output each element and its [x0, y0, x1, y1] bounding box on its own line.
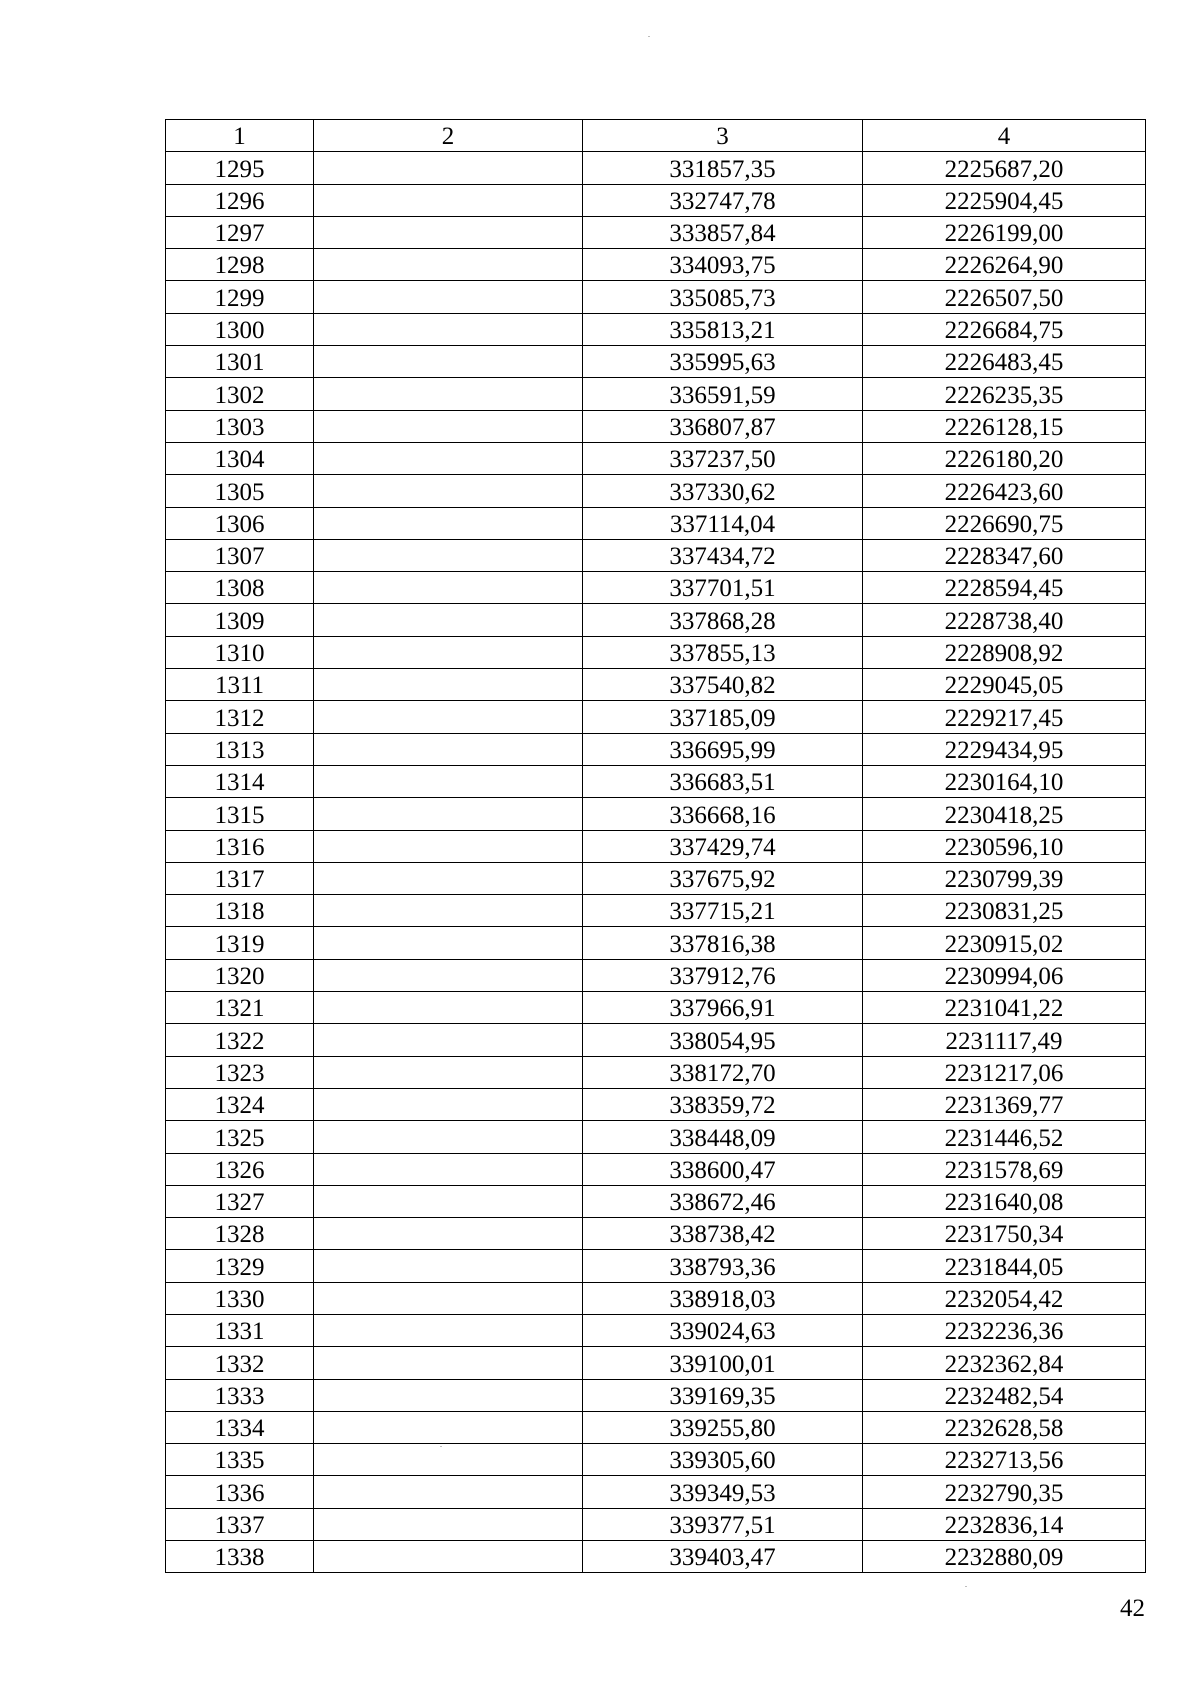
table-row	[166, 1347, 1146, 1379]
y-coordinate-cell: 2232482,54	[863, 1379, 1146, 1411]
x-coordinate-cell: 339024,63	[583, 1314, 863, 1346]
table-row	[166, 475, 1146, 507]
x-coordinate-cell: 337434,72	[583, 539, 863, 571]
point-number-cell: 1303	[166, 410, 314, 442]
point-number-cell: 1330	[166, 1282, 314, 1314]
y-coordinate-cell: 2232054,42	[863, 1282, 1146, 1314]
point-number-cell: 1317	[166, 862, 314, 894]
table-header-row	[166, 120, 1146, 152]
y-coordinate-cell: 2231041,22	[863, 992, 1146, 1024]
x-coordinate-cell: 335813,21	[583, 313, 863, 345]
x-coordinate-cell: 337330,62	[583, 475, 863, 507]
y-coordinate-cell: 2226423,60	[863, 475, 1146, 507]
table-row	[166, 765, 1146, 797]
table-row	[166, 442, 1146, 474]
y-coordinate-cell: 2232362,84	[863, 1347, 1146, 1379]
point-number-cell: 1318	[166, 895, 314, 927]
x-coordinate-cell: 337816,38	[583, 927, 863, 959]
y-coordinate-cell: 2226684,75	[863, 313, 1146, 345]
x-coordinate-cell: 338738,42	[583, 1218, 863, 1250]
blank-cell	[314, 1541, 583, 1573]
point-number-cell: 1327	[166, 1185, 314, 1217]
y-coordinate-cell: 2228347,60	[863, 539, 1146, 571]
table-row	[166, 1411, 1146, 1443]
y-coordinate-cell: 2230831,25	[863, 895, 1146, 927]
table-row	[166, 1121, 1146, 1153]
y-coordinate-cell: 2230418,25	[863, 798, 1146, 830]
blank-cell	[314, 1185, 583, 1217]
point-number-cell: 1319	[166, 927, 314, 959]
table-row	[166, 1024, 1146, 1056]
blank-cell	[314, 1476, 583, 1508]
x-coordinate-cell: 338054,95	[583, 1024, 863, 1056]
blank-cell	[314, 216, 583, 248]
blank-cell	[314, 1024, 583, 1056]
x-coordinate-cell: 339403,47	[583, 1541, 863, 1573]
point-number-cell: 1302	[166, 378, 314, 410]
y-coordinate-cell: 2226199,00	[863, 216, 1146, 248]
blank-cell	[314, 862, 583, 894]
table-row	[166, 604, 1146, 636]
x-coordinate-cell: 337855,13	[583, 636, 863, 668]
table-row	[166, 1379, 1146, 1411]
blank-cell	[314, 442, 583, 474]
blank-cell	[314, 346, 583, 378]
point-number-cell: 1301	[166, 346, 314, 378]
table-row	[166, 216, 1146, 248]
x-coordinate-cell: 337868,28	[583, 604, 863, 636]
table-row	[166, 701, 1146, 733]
point-number-cell: 1336	[166, 1476, 314, 1508]
y-coordinate-cell: 2232713,56	[863, 1444, 1146, 1476]
table-row	[166, 572, 1146, 604]
point-number-cell: 1313	[166, 733, 314, 765]
column-header-4: 4	[863, 120, 1146, 152]
point-number-cell: 1323	[166, 1056, 314, 1088]
x-coordinate-cell: 337675,92	[583, 862, 863, 894]
point-number-cell: 1321	[166, 992, 314, 1024]
y-coordinate-cell: 2231640,08	[863, 1185, 1146, 1217]
x-coordinate-cell: 337966,91	[583, 992, 863, 1024]
blank-cell	[314, 604, 583, 636]
blank-cell	[314, 1056, 583, 1088]
point-number-cell: 1322	[166, 1024, 314, 1056]
x-coordinate-cell: 338172,70	[583, 1056, 863, 1088]
x-coordinate-cell: 336695,99	[583, 733, 863, 765]
point-number-cell: 1311	[166, 669, 314, 701]
blank-cell	[314, 378, 583, 410]
x-coordinate-cell: 339169,35	[583, 1379, 863, 1411]
x-coordinate-cell: 336807,87	[583, 410, 863, 442]
blank-cell	[314, 992, 583, 1024]
y-coordinate-cell: 2229217,45	[863, 701, 1146, 733]
y-coordinate-cell: 2232628,58	[863, 1411, 1146, 1443]
blank-cell	[314, 927, 583, 959]
point-number-cell: 1304	[166, 442, 314, 474]
x-coordinate-cell: 339377,51	[583, 1508, 863, 1540]
blank-cell	[314, 152, 583, 184]
blank-cell	[314, 313, 583, 345]
y-coordinate-cell: 2230799,39	[863, 862, 1146, 894]
blank-cell	[314, 669, 583, 701]
blank-cell	[314, 507, 583, 539]
y-coordinate-cell: 2232836,14	[863, 1508, 1146, 1540]
x-coordinate-cell: 337540,82	[583, 669, 863, 701]
y-coordinate-cell: 2226235,35	[863, 378, 1146, 410]
point-number-cell: 1295	[166, 152, 314, 184]
blank-cell	[314, 1508, 583, 1540]
blank-cell	[314, 830, 583, 862]
point-number-cell: 1320	[166, 959, 314, 991]
blank-cell	[314, 1088, 583, 1120]
x-coordinate-cell: 339349,53	[583, 1476, 863, 1508]
y-coordinate-cell: 2231117,49	[863, 1024, 1146, 1056]
table-row	[166, 507, 1146, 539]
page-number: 42	[1120, 1595, 1145, 1622]
blank-cell	[314, 1444, 583, 1476]
point-number-cell: 1331	[166, 1314, 314, 1346]
blank-cell	[314, 798, 583, 830]
point-number-cell: 1310	[166, 636, 314, 668]
y-coordinate-cell: 2229045,05	[863, 669, 1146, 701]
x-coordinate-cell: 339100,01	[583, 1347, 863, 1379]
y-coordinate-cell: 2226180,20	[863, 442, 1146, 474]
blank-cell	[314, 410, 583, 442]
x-coordinate-cell: 338359,72	[583, 1088, 863, 1120]
table-row	[166, 1185, 1146, 1217]
table-row	[166, 346, 1146, 378]
x-coordinate-cell: 331857,35	[583, 152, 863, 184]
blank-cell	[314, 765, 583, 797]
blank-cell	[314, 1379, 583, 1411]
table-row	[166, 249, 1146, 281]
y-coordinate-cell: 2226264,90	[863, 249, 1146, 281]
blank-cell	[314, 572, 583, 604]
x-coordinate-cell: 337715,21	[583, 895, 863, 927]
blank-cell	[314, 1314, 583, 1346]
point-number-cell: 1309	[166, 604, 314, 636]
table-row	[166, 1476, 1146, 1508]
table-body	[166, 152, 1146, 1573]
y-coordinate-cell: 2230994,06	[863, 959, 1146, 991]
y-coordinate-cell: 2230596,10	[863, 830, 1146, 862]
x-coordinate-cell: 337114,04	[583, 507, 863, 539]
y-coordinate-cell: 2232790,35	[863, 1476, 1146, 1508]
blank-cell	[314, 1218, 583, 1250]
table-row	[166, 1056, 1146, 1088]
table-row	[166, 733, 1146, 765]
y-coordinate-cell: 2229434,95	[863, 733, 1146, 765]
point-number-cell: 1314	[166, 765, 314, 797]
point-number-cell: 1299	[166, 281, 314, 313]
table-row	[166, 281, 1146, 313]
x-coordinate-cell: 337429,74	[583, 830, 863, 862]
x-coordinate-cell: 338672,46	[583, 1185, 863, 1217]
table-row	[166, 1444, 1146, 1476]
table-row	[166, 1218, 1146, 1250]
y-coordinate-cell: 2226690,75	[863, 507, 1146, 539]
blank-cell	[314, 1411, 583, 1443]
blank-cell	[314, 959, 583, 991]
point-number-cell: 1298	[166, 249, 314, 281]
table-row	[166, 1250, 1146, 1282]
blank-cell	[314, 475, 583, 507]
blank-cell	[314, 1250, 583, 1282]
y-coordinate-cell: 2230164,10	[863, 765, 1146, 797]
y-coordinate-cell: 2228594,45	[863, 572, 1146, 604]
point-number-cell: 1337	[166, 1508, 314, 1540]
x-coordinate-cell: 336683,51	[583, 765, 863, 797]
point-number-cell: 1326	[166, 1153, 314, 1185]
x-coordinate-cell: 336591,59	[583, 378, 863, 410]
x-coordinate-cell: 338448,09	[583, 1121, 863, 1153]
point-number-cell: 1316	[166, 830, 314, 862]
y-coordinate-cell: 2231446,52	[863, 1121, 1146, 1153]
blank-cell	[314, 701, 583, 733]
table-row	[166, 895, 1146, 927]
coordinates-table	[165, 119, 1146, 1573]
table-row	[166, 1282, 1146, 1314]
x-coordinate-cell: 337185,09	[583, 701, 863, 733]
y-coordinate-cell: 2226128,15	[863, 410, 1146, 442]
blank-cell	[314, 636, 583, 668]
point-number-cell: 1307	[166, 539, 314, 571]
y-coordinate-cell: 2231578,69	[863, 1153, 1146, 1185]
blank-cell	[314, 733, 583, 765]
point-number-cell: 1300	[166, 313, 314, 345]
y-coordinate-cell: 2225687,20	[863, 152, 1146, 184]
y-coordinate-cell: 2231217,06	[863, 1056, 1146, 1088]
y-coordinate-cell: 2231750,34	[863, 1218, 1146, 1250]
point-number-cell: 1325	[166, 1121, 314, 1153]
column-header-3: 3	[583, 120, 863, 152]
x-coordinate-cell: 338600,47	[583, 1153, 863, 1185]
table-row	[166, 1314, 1146, 1346]
y-coordinate-cell: 2228738,40	[863, 604, 1146, 636]
point-number-cell: 1306	[166, 507, 314, 539]
column-header-2: 2	[314, 120, 583, 152]
blank-cell	[314, 184, 583, 216]
table-row	[166, 152, 1146, 184]
blank-cell	[314, 1347, 583, 1379]
y-coordinate-cell: 2231369,77	[863, 1088, 1146, 1120]
blank-cell	[314, 539, 583, 571]
blank-cell	[314, 895, 583, 927]
y-coordinate-cell: 2232236,36	[863, 1314, 1146, 1346]
y-coordinate-cell: 2228908,92	[863, 636, 1146, 668]
table-row	[166, 1508, 1146, 1540]
point-number-cell: 1329	[166, 1250, 314, 1282]
x-coordinate-cell: 338793,36	[583, 1250, 863, 1282]
table-row	[166, 539, 1146, 571]
point-number-cell: 1332	[166, 1347, 314, 1379]
y-coordinate-cell: 2225904,45	[863, 184, 1146, 216]
blank-cell	[314, 1282, 583, 1314]
table-row	[166, 378, 1146, 410]
table-row	[166, 1088, 1146, 1120]
table-row	[166, 862, 1146, 894]
x-coordinate-cell: 337237,50	[583, 442, 863, 474]
y-coordinate-cell: 2226483,45	[863, 346, 1146, 378]
y-coordinate-cell: 2230915,02	[863, 927, 1146, 959]
table-row	[166, 992, 1146, 1024]
y-coordinate-cell: 2232880,09	[863, 1541, 1146, 1573]
blank-cell	[314, 249, 583, 281]
scan-speck	[648, 36, 650, 37]
x-coordinate-cell: 337701,51	[583, 572, 863, 604]
x-coordinate-cell: 335995,63	[583, 346, 863, 378]
point-number-cell: 1296	[166, 184, 314, 216]
x-coordinate-cell: 335085,73	[583, 281, 863, 313]
scan-speck	[965, 1586, 967, 1587]
table-row	[166, 184, 1146, 216]
y-coordinate-cell: 2226507,50	[863, 281, 1146, 313]
point-number-cell: 1297	[166, 216, 314, 248]
table-row	[166, 636, 1146, 668]
point-number-cell: 1324	[166, 1088, 314, 1120]
table-header	[166, 120, 1146, 152]
table-row	[166, 1153, 1146, 1185]
blank-cell	[314, 281, 583, 313]
point-number-cell: 1305	[166, 475, 314, 507]
table-row	[166, 313, 1146, 345]
x-coordinate-cell: 337912,76	[583, 959, 863, 991]
x-coordinate-cell: 339305,60	[583, 1444, 863, 1476]
x-coordinate-cell: 339255,80	[583, 1411, 863, 1443]
point-number-cell: 1334	[166, 1411, 314, 1443]
point-number-cell: 1338	[166, 1541, 314, 1573]
blank-cell	[314, 1153, 583, 1185]
x-coordinate-cell: 336668,16	[583, 798, 863, 830]
point-number-cell: 1312	[166, 701, 314, 733]
point-number-cell: 1333	[166, 1379, 314, 1411]
x-coordinate-cell: 338918,03	[583, 1282, 863, 1314]
y-coordinate-cell: 2231844,05	[863, 1250, 1146, 1282]
point-number-cell: 1335	[166, 1444, 314, 1476]
table-row	[166, 959, 1146, 991]
x-coordinate-cell: 334093,75	[583, 249, 863, 281]
x-coordinate-cell: 333857,84	[583, 216, 863, 248]
table-row	[166, 798, 1146, 830]
blank-cell	[314, 1121, 583, 1153]
x-coordinate-cell: 332747,78	[583, 184, 863, 216]
table-row	[166, 669, 1146, 701]
column-header-1: 1	[166, 120, 314, 152]
point-number-cell: 1328	[166, 1218, 314, 1250]
point-number-cell: 1315	[166, 798, 314, 830]
table-row	[166, 1541, 1146, 1573]
point-number-cell: 1308	[166, 572, 314, 604]
table-row	[166, 410, 1146, 442]
table-row	[166, 927, 1146, 959]
table-row	[166, 830, 1146, 862]
